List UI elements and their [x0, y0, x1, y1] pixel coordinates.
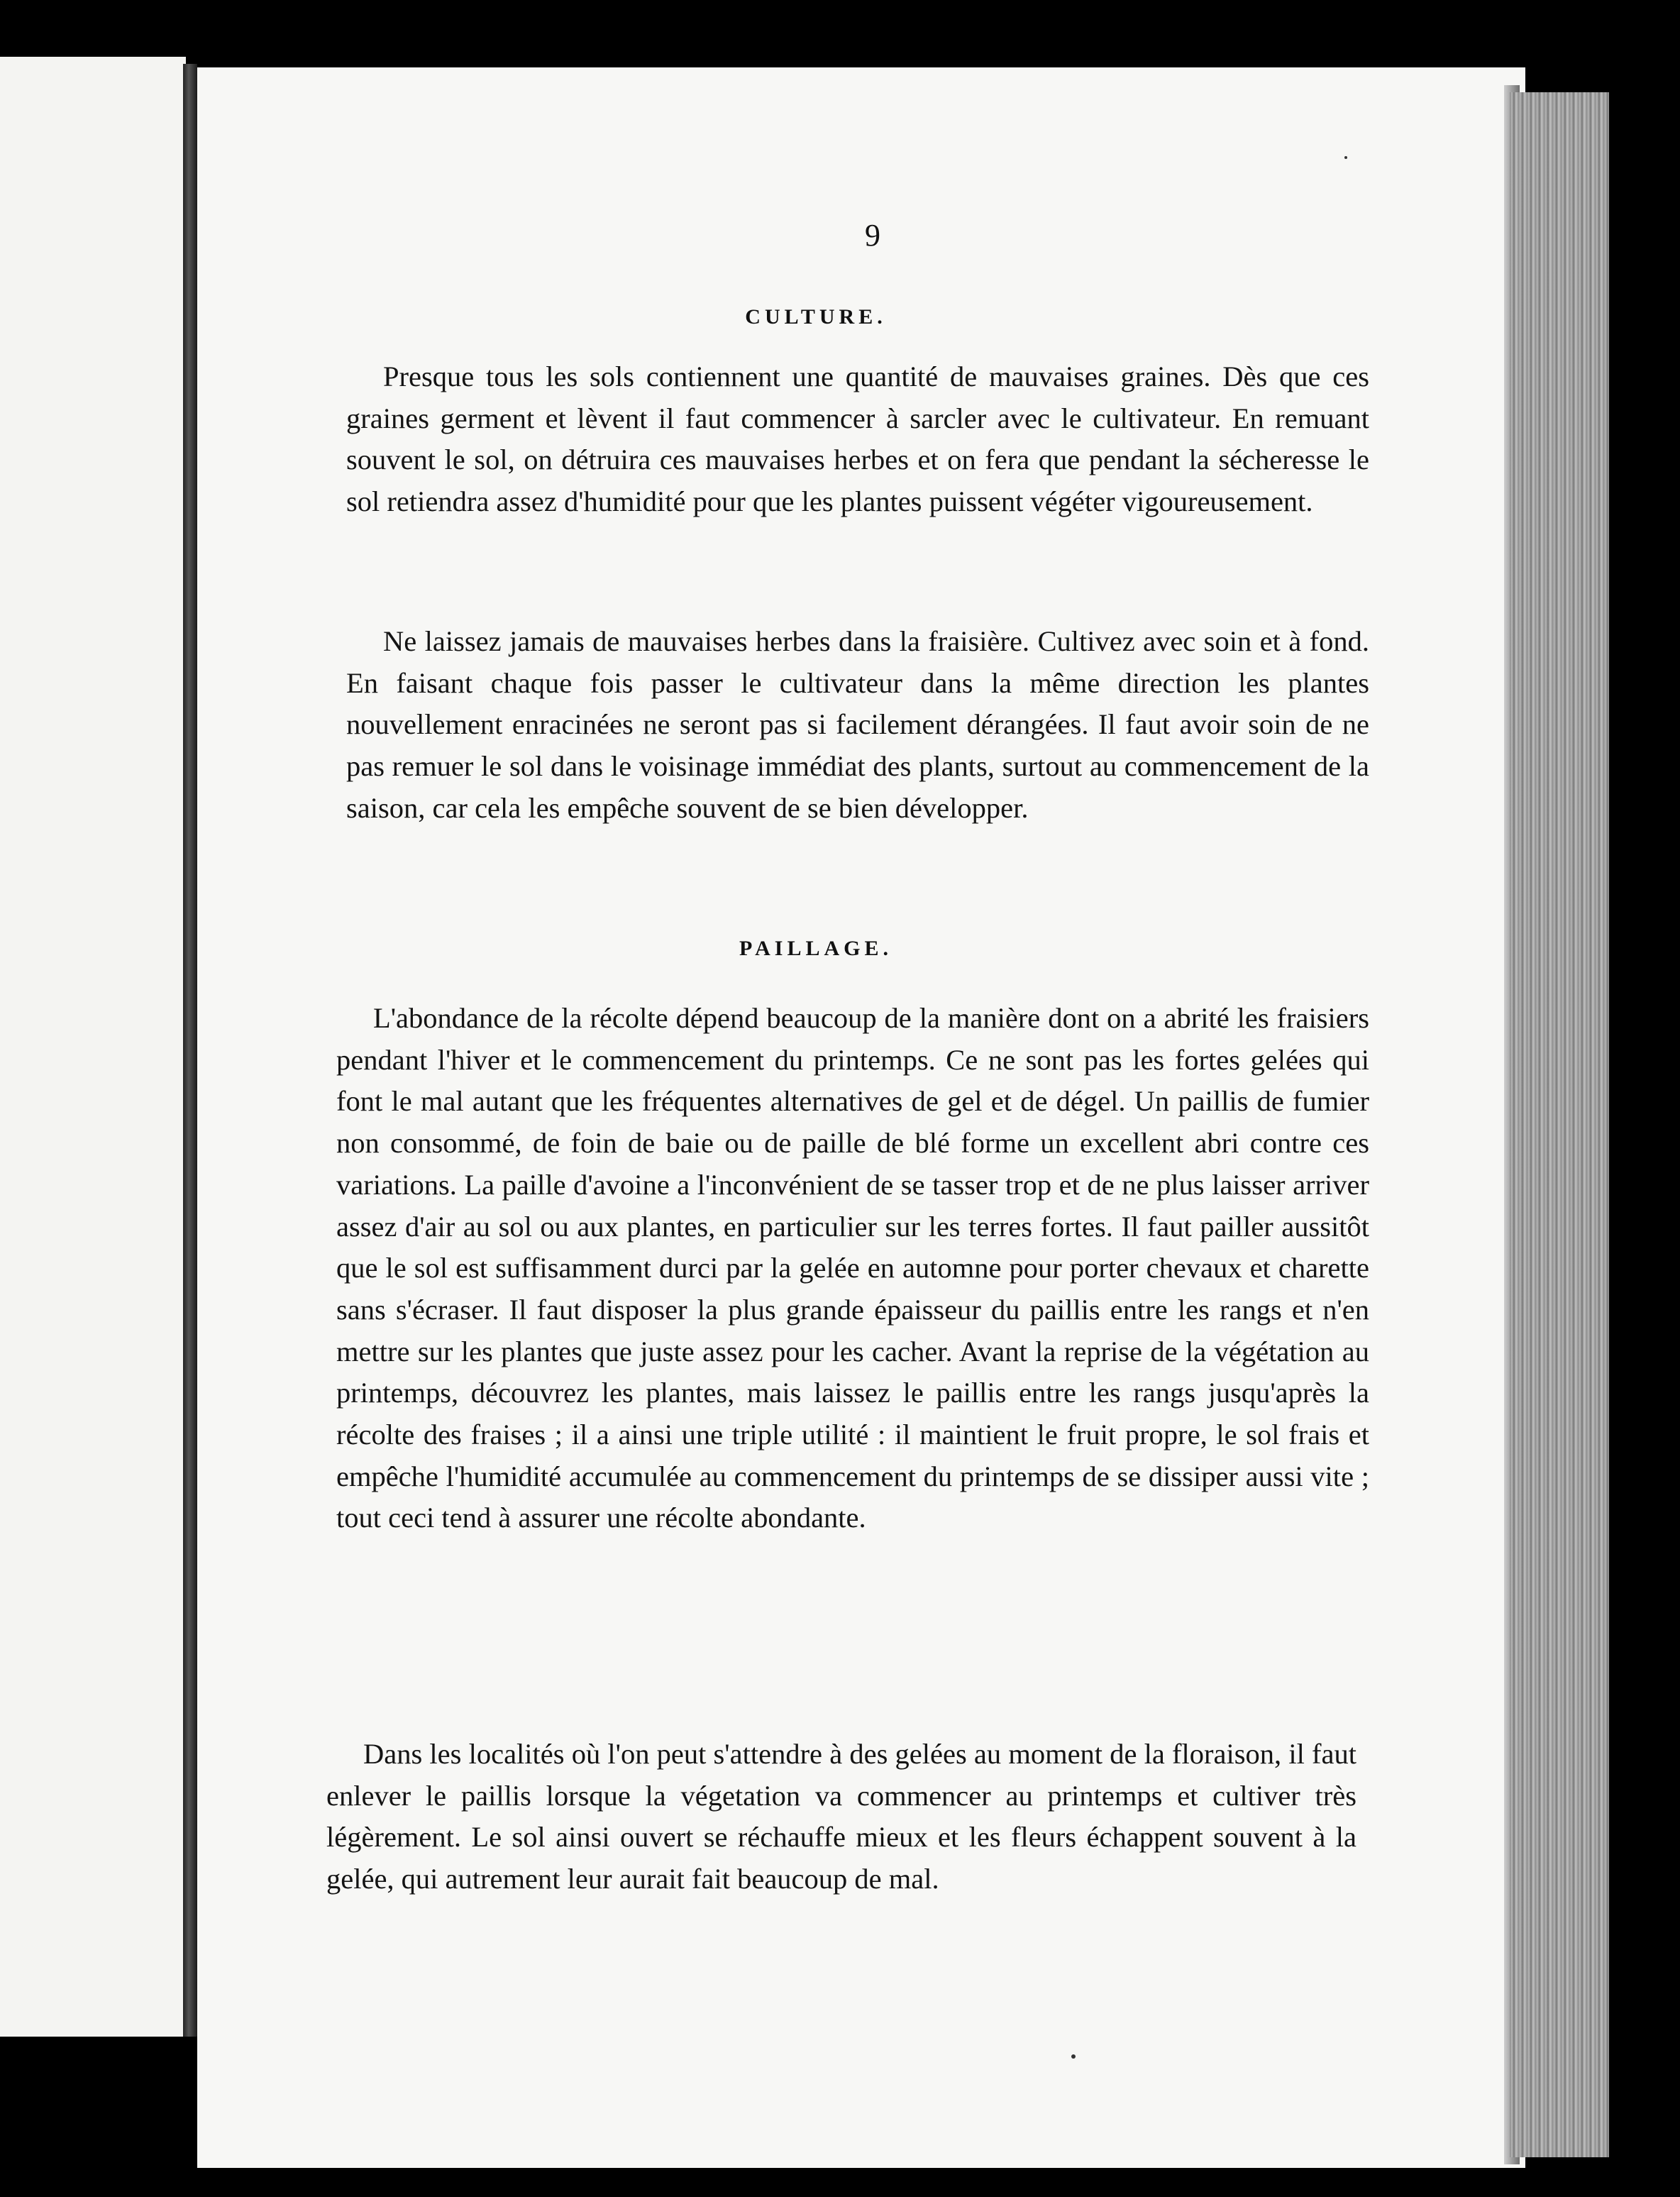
ink-speck [1344, 156, 1347, 159]
paragraph-culture-1: Presque tous les sols contiennent une quantité de mauvaises graines. Dès que ces graines germent et lèvent il faut commencer à sarcler avec le cultivateur. En remuant souvent le sol, on détruira ces mauvaises herbes et on fera que pendant la sécheresse le sol retiendra assez d'humidité pour que les plantes puissent végéter vigoureusement. [346, 360, 1369, 518]
paragraph-paillage-2: Dans les localités où l'on peut s'attendre à des gelées au moment de la floraison, il faut enlever le paillis lorsque la végetation va commencer au printemps et cultiver très légèrement. Le sol ainsi ouvert se réchauffe mieux et les fleurs échappent souvent à la gelée, qui autrement leur aurait fait beaucoup de mal. [326, 1738, 1356, 1895]
page-number: 9 [865, 218, 880, 253]
section-heading-paillage: PAILLAGE. [739, 937, 892, 960]
book-gutter [183, 64, 197, 2037]
ink-speck [1071, 2054, 1076, 2059]
left-page [0, 57, 186, 2037]
book-page-edges [1510, 92, 1609, 2157]
paragraph-culture-2: Ne laissez jamais de mauvaises herbes dans la fraisière. Cultivez avec soin et à fond. En faisant chaque fois passer le cultivateur dans la même direction les plantes nouvellement enracinées ne seront pas si facilement dérangées. Il faut avoir soin de ne pas remuer le sol dans le voisinage immédiat des plants, surtout au commencement de la saison, car cela les empêche souvent de se bien développer. [346, 625, 1369, 824]
paragraph-paillage-1: L'abondance de la récolte dépend beaucoup de la manière dont on a abrité les fraisiers pendant l'hiver et le commencement du printemps. Ce ne sont pas les fortes gelées qui font le mal autant que les fréquentes alternatives de gel et de dégel. Un paillis de fumier non consommé, de foin de baie ou de paille de blé forme un excellent abri contre ces variations. La paille d'avoine a l'inconvénient de se tasser trop et de ne plus laisser arriver assez d'air au sol ou aux plantes, en particulier sur les terres fortes. Il faut pailler aussitôt que le sol est suffisamment durci par la gelée en automne pour porter chevaux et charette sans s'écraser. Il faut disposer la plus grande épaisseur du paillis entre les rangs et n'en mettre sur les plantes que juste assez pour les cacher. Avant la reprise de la végétation au printemps, découvrez les plantes, mais laissez le paillis entre les rangs jusqu'après la récolte des fraises ; il a ainsi une triple utilité : il maintient le fruit propre, le sol frais et empêche l'humidité accumulée au commencement du printemps de se dissiper aussi vite ; tout ceci tend à assurer une récolte abondante. [336, 1002, 1369, 1534]
section-heading-culture: CULTURE. [745, 305, 887, 329]
